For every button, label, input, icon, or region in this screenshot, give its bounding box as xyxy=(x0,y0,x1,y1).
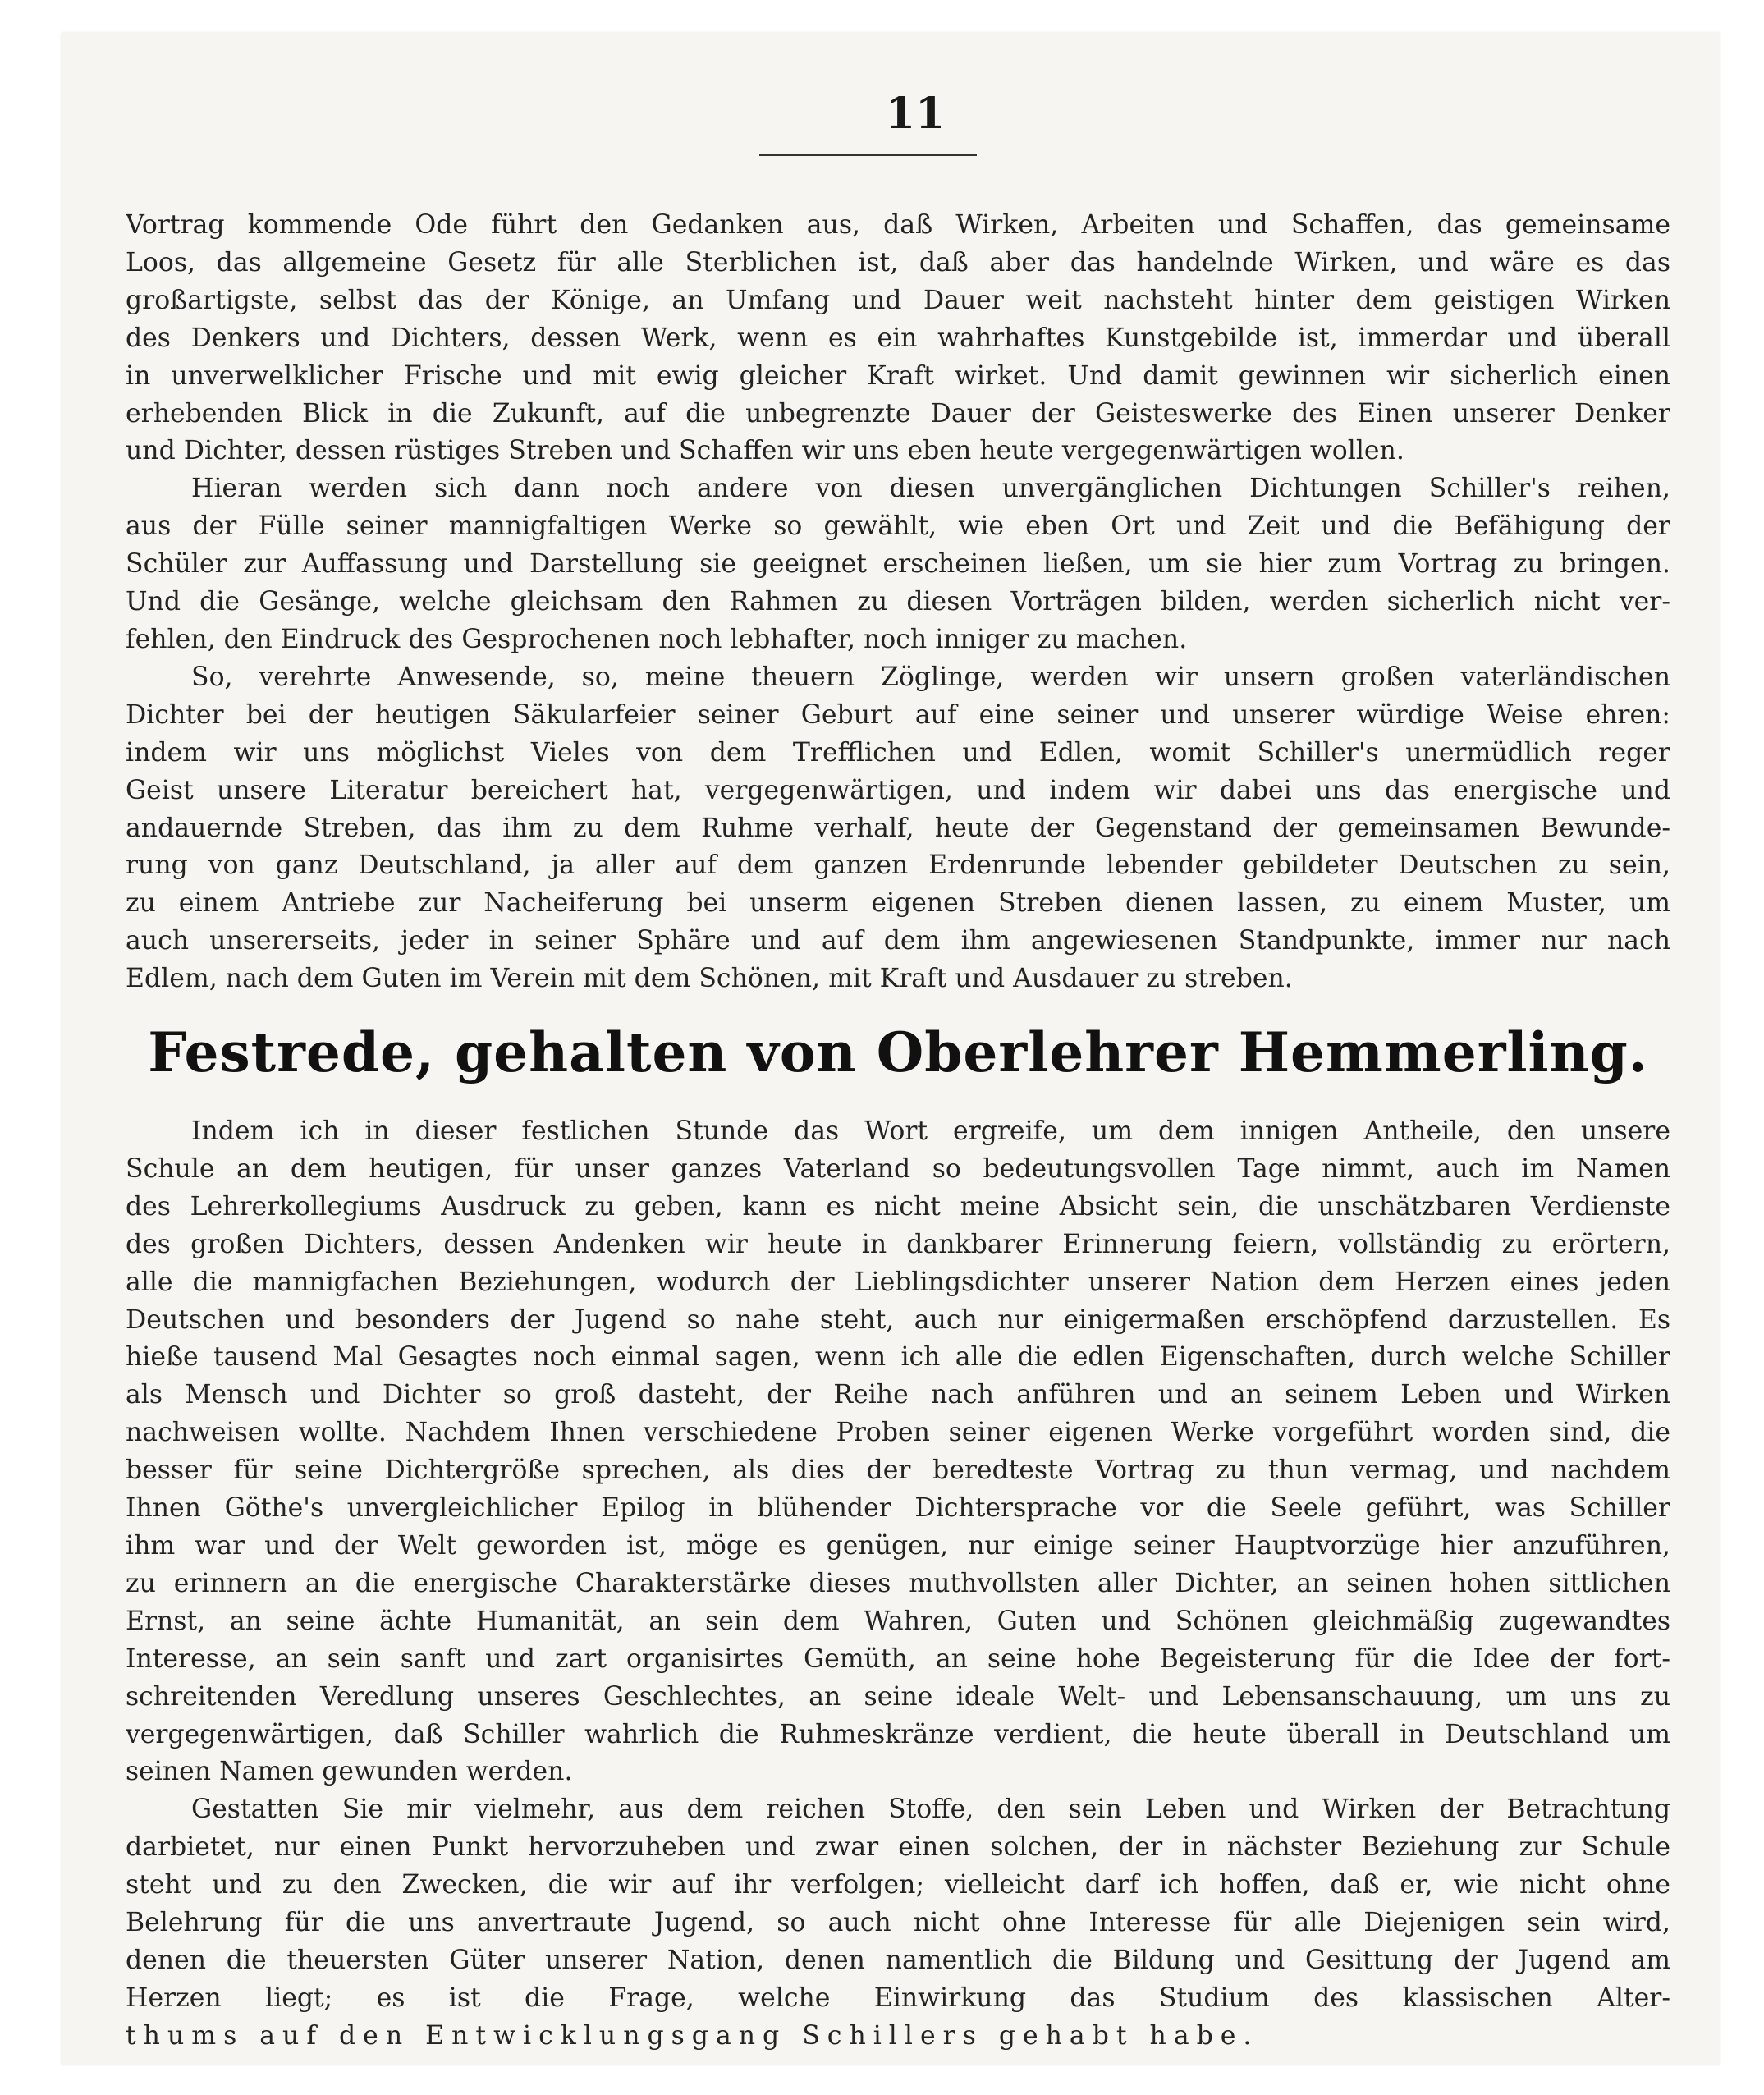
text-line: Loos, das allgemeine Gesetz für alle Sterblichen ist, daß aber das handelnde Wirken, und wäre es das xyxy=(126,247,1670,277)
text-line: seinen Namen gewunden werden. xyxy=(126,1757,573,1787)
text-line: besser für seine Dichtergröße sprechen, als dies der beredteste Vortrag zu thun vermag, und nachdem xyxy=(126,1455,1670,1486)
text-line: rung von ganz Deutschland, ja aller auf dem ganzen Erdenrunde lebender gebildeter Deutschen zu sein, xyxy=(126,850,1670,881)
text-line: des Denkers und Dichters, dessen Werk, wenn es ein wahrhaftes Kunstgebilde ist, immerdar und überall xyxy=(126,323,1670,353)
text-line: Dichter bei der heutigen Säkularfeier seiner Geburt auf eine seiner und unserer würdige Weise ehren: xyxy=(126,699,1670,730)
text-line: erhebenden Blick in die Zukunft, auf die unbegrenzte Dauer der Geisteswerke des Einen unserer Denker xyxy=(126,398,1670,429)
body-section-1 xyxy=(126,207,1670,998)
section-heading: Festrede, gehalten von Oberlehrer Hemmerling. xyxy=(148,1020,1648,1084)
text-line: großartigste, selbst das der Könige, an Umfang und Dauer weit nachsteht hinter dem geistigen Wirken xyxy=(126,285,1670,315)
text-line: Ernst, an seine ächte Humanität, an sein dem Wahren, Guten und Schönen gleichmäßig zugewandtes xyxy=(126,1606,1670,1636)
text-line: thums auf den Entwicklungsgang Schillers gehabt habe. xyxy=(126,2020,1259,2051)
text-line: So, verehrte Anwesende, so, meine theuern Zöglinge, werden wir unsern großen vaterländischen xyxy=(191,662,1670,692)
text-line: und Dichter, dessen rüstiges Streben und Schaffen wir uns eben heute vergegenwärtigen wollen. xyxy=(126,436,1404,466)
text-line: des Lehrerkollegiums Ausdruck zu geben, kann es nicht meine Absicht sein, die unschätzbaren Verdienste xyxy=(126,1191,1670,1222)
text-line: in unverwelklicher Frische und mit ewig gleicher Kraft wirket. Und damit gewinnen wir sicherlich einen xyxy=(126,360,1670,391)
text-line: zu erinnern an die energische Charakterstärke dieses muthvollsten aller Dichter, an seinen hohen sittlichen xyxy=(126,1568,1670,1598)
text-line: Edlem, nach dem Guten im Verein mit dem Schönen, mit Kraft und Ausdauer zu streben. xyxy=(126,964,1293,994)
text-line: Schule an dem heutigen, für unser ganzes Vaterland so bedeutungsvollen Tage nimmt, auch im Namen xyxy=(126,1153,1670,1184)
text-line: Und die Gesänge, welche gleichsam den Rahmen zu diesen Vorträgen bilden, werden sicherlich nicht ver- xyxy=(126,587,1670,617)
text-line: Belehrung für die uns anvertraute Jugend, so auch nicht ohne Interesse für alle Diejenigen sein wird, xyxy=(126,1908,1670,1938)
text-line: Gestatten Sie mir vielmehr, aus dem reichen Stoffe, den sein Leben und Wirken der Betrachtung xyxy=(191,1795,1670,1825)
text-line: vergegenwärtigen, daß Schiller wahrlich die Ruhmeskränze verdient, die heute überall in Deutschland um xyxy=(126,1719,1670,1749)
text-line: Ihnen Göthe's unvergleichlicher Epilog in blühender Dichtersprache vor die Seele geführt, was Schiller xyxy=(126,1493,1670,1524)
text-line: Interesse, an sein sanft und zart organisirtes Gemüth, an seine hohe Begeisterung für die Idee der fort- xyxy=(126,1643,1670,1674)
text-line: des großen Dichters, dessen Andenken wir heute in dankbarer Erinnerung feiern, vollständig zu erörtern, xyxy=(126,1229,1670,1259)
text-line: indem wir uns möglichst Vieles von dem Trefflichen und Edlen, womit Schiller's unermüdlich reger xyxy=(126,737,1670,768)
page-number: 11 xyxy=(885,89,946,139)
body-section-2 xyxy=(126,1113,1670,2056)
text-line: Hieran werden sich dann noch andere von diesen unvergänglichen Dichtungen Schiller's reihen, xyxy=(191,474,1670,504)
page-number-rule xyxy=(759,154,977,156)
text-line: auch unsererseits, jeder in seiner Sphäre und auf dem ihm angewiesenen Standpunkte, immer nur nach xyxy=(126,926,1670,956)
text-line: denen die theuersten Güter unserer Nation, denen namentlich die Bildung und Gesittung der Jugend am xyxy=(126,1945,1670,1975)
text-line: Vortrag kommende Ode führt den Gedanken aus, daß Wirken, Arbeiten und Schaffen, das gemeinsame xyxy=(126,210,1670,240)
text-line: Herzen liegt; es ist die Frage, welche Einwirkung das Studium des klassischen Alter- xyxy=(126,1983,1670,2013)
document-page xyxy=(62,33,1720,2065)
text-line: andauernde Streben, das ihm zu dem Ruhme verhalf, heute der Gegenstand der gemeinsamen Bewunde- xyxy=(126,813,1670,843)
text-line: zu einem Antriebe zur Nacheiferung bei unserm eigenen Streben dienen lassen, zu einem Muster, um xyxy=(126,888,1670,919)
text-line: schreitenden Veredlung unseres Geschlechtes, an seine ideale Welt- und Lebensanschauung, um uns zu xyxy=(126,1681,1670,1712)
text-line: nachweisen wollte. Nachdem Ihnen verschiedene Proben seiner eigenen Werke vorgeführt worden sind, die xyxy=(126,1418,1670,1448)
text-line: Schüler zur Auffassung und Darstellung sie geeignet erscheinen ließen, um sie hier zum Vortrag zu bringen. xyxy=(126,549,1670,580)
text-line: hieße tausend Mal Gesagtes noch einmal sagen, wenn ich alle die edlen Eigenschaften, durch welche Schiller xyxy=(126,1342,1670,1373)
text-line: steht und zu den Zwecken, die wir auf ihr verfolgen; vielleicht darf ich hoffen, daß er, wie nicht ohne xyxy=(126,1870,1670,1900)
text-line: Indem ich in dieser festlichen Stunde das Wort ergreife, um dem innigen Antheile, den unsere xyxy=(191,1116,1670,1146)
text-line: als Mensch und Dichter so groß dasteht, der Reihe nach anführen und an seinem Leben und Wirken xyxy=(126,1380,1670,1410)
text-line: ihm war und der Welt geworden ist, möge es genügen, nur einige seiner Hauptvorzüge hier anzuführen, xyxy=(126,1530,1670,1561)
text-line: Geist unsere Literatur bereichert hat, vergegenwärtigen, und indem wir dabei uns das energische und xyxy=(126,775,1670,805)
text-line: fehlen, den Eindruck des Gesprochenen noch lebhafter, noch inniger zu machen. xyxy=(126,624,1188,654)
text-line: Deutschen und besonders der Jugend so nahe steht, auch nur einigermaßen erschöpfend darzustellen. Es xyxy=(126,1304,1670,1335)
text-line: darbietet, nur einen Punkt hervorzuheben und zwar einen solchen, der in nächster Beziehung zur Schule xyxy=(126,1832,1670,1863)
text-line: aus der Fülle seiner mannigfaltigen Werke so gewählt, wie eben Ort und Zeit und die Befähigung der xyxy=(126,511,1670,542)
text-line: alle die mannigfachen Beziehungen, wodurch der Lieblingsdichter unserer Nation dem Herzen eines jeden xyxy=(126,1267,1670,1297)
